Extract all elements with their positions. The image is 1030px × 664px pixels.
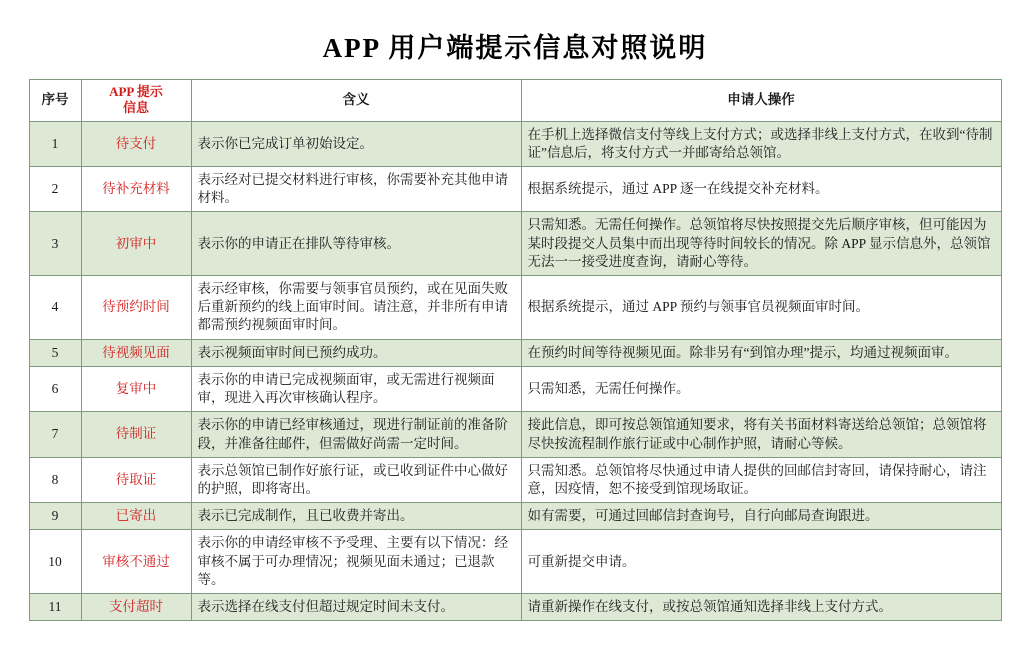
column-header-no: 序号 [29, 80, 81, 122]
column-header-app [81, 80, 191, 122]
row-meaning: 表示已完成制作，且已收费并寄出。 [191, 503, 521, 530]
table-row [29, 594, 1001, 621]
row-app-status: 审核不通过 [81, 530, 191, 594]
row-no: 5 [29, 339, 81, 366]
row-no: 8 [29, 457, 81, 502]
row-meaning: 表示你已完成订单初始设定。 [191, 121, 521, 166]
row-meaning: 表示选择在线支付但超过规定时间未支付。 [191, 594, 521, 621]
table-body [29, 121, 1001, 621]
row-app-status: 待预约时间 [81, 276, 191, 340]
row-action: 只需知悉。总领馆将尽快通过申请人提供的回邮信封寄回，请保持耐心，请注意，因疫情，恕不接受到馆现场取证。 [521, 457, 1001, 502]
row-no: 3 [29, 212, 81, 276]
column-header-action: 申请人操作 [521, 80, 1001, 122]
column-header-meaning: 含义 [191, 80, 521, 122]
row-meaning: 表示经审核，你需要与领事官员预约，或在见面失败后重新预约的线上面审时间。请注意，并非所有申请都需预约视频面审时间。 [191, 276, 521, 340]
row-no: 4 [29, 276, 81, 340]
column-header-app-line1: APP 提示 [109, 84, 163, 99]
table-row [29, 457, 1001, 502]
row-app-status: 待补充材料 [81, 166, 191, 211]
row-meaning: 表示你的申请已经审核通过，现进行制证前的准备阶段，并准备往邮件，但需做好尚需一定时间。 [191, 412, 521, 457]
row-no: 10 [29, 530, 81, 594]
row-no: 11 [29, 594, 81, 621]
row-meaning: 表示你的申请经审核不予受理、主要有以下情况：经审核不属于可办理情况；视频见面未通过；已退款等。 [191, 530, 521, 594]
row-action: 只需知悉，无需任何操作。 [521, 366, 1001, 411]
row-app-status: 初审中 [81, 212, 191, 276]
table-row [29, 412, 1001, 457]
row-action: 根据系统提示，通过 APP 预约与领事官员视频面审时间。 [521, 276, 1001, 340]
table-row [29, 276, 1001, 340]
row-action: 可重新提交申请。 [521, 530, 1001, 594]
table-row [29, 121, 1001, 166]
row-action: 如有需要，可通过回邮信封查询号，自行向邮局查询跟进。 [521, 503, 1001, 530]
row-app-status: 待取证 [81, 457, 191, 502]
row-app-status: 待视频见面 [81, 339, 191, 366]
row-action: 接此信息，即可按总领馆通知要求，将有关书面材料寄送给总领馆；总领馆将尽快按流程制作旅行证或中心制作护照，请耐心等候。 [521, 412, 1001, 457]
row-no: 2 [29, 166, 81, 211]
row-no: 1 [29, 121, 81, 166]
row-action: 在预约时间等待视频见面。除非另有“到馆办理”提示，均通过视频面审。 [521, 339, 1001, 366]
row-no: 6 [29, 366, 81, 411]
info-table [29, 79, 1002, 621]
table-header-row [29, 80, 1001, 122]
table-row [29, 339, 1001, 366]
row-meaning: 表示视频面审时间已预约成功。 [191, 339, 521, 366]
row-app-status: 支付超时 [81, 594, 191, 621]
row-no: 9 [29, 503, 81, 530]
row-app-status: 待制证 [81, 412, 191, 457]
row-action: 根据系统提示，通过 APP 逐一在线提交补充材料。 [521, 166, 1001, 211]
table-row [29, 530, 1001, 594]
row-app-status: 复审中 [81, 366, 191, 411]
row-meaning: 表示你的申请已完成视频面审，或无需进行视频面审，现进入再次审核确认程序。 [191, 366, 521, 411]
row-no: 7 [29, 412, 81, 457]
table-row [29, 503, 1001, 530]
table-row [29, 212, 1001, 276]
row-meaning: 表示经对已提交材料进行审核，你需要补充其他申请材料。 [191, 166, 521, 211]
row-app-status: 已寄出 [81, 503, 191, 530]
table-row [29, 366, 1001, 411]
row-meaning: 表示你的申请正在排队等待审核。 [191, 212, 521, 276]
table-header [29, 80, 1001, 122]
column-header-app-line2: 信息 [122, 100, 149, 116]
row-action: 在手机上选择微信支付等线上支付方式；或选择非线上支付方式，在收到“待制证”信息后，将支付方式一并邮寄给总领馆。 [521, 121, 1001, 166]
row-meaning: 表示总领馆已制作好旅行证，或已收到证件中心做好的护照，即将寄出。 [191, 457, 521, 502]
table-row [29, 166, 1001, 211]
row-app-status: 待支付 [81, 121, 191, 166]
row-action: 请重新操作在线支付，或按总领馆通知选择非线上支付方式。 [521, 594, 1001, 621]
row-action: 只需知悉。无需任何操作。总领馆将尽快按照提交先后顺序审核，但可能因为某时段提交人员集中而出现等待时间较长的情况。除 APP 显示信息外，总领馆无法一一接受进度查询，请耐心等待。 [521, 212, 1001, 276]
page-title: APP 用户端提示信息对照说明 [322, 33, 708, 63]
